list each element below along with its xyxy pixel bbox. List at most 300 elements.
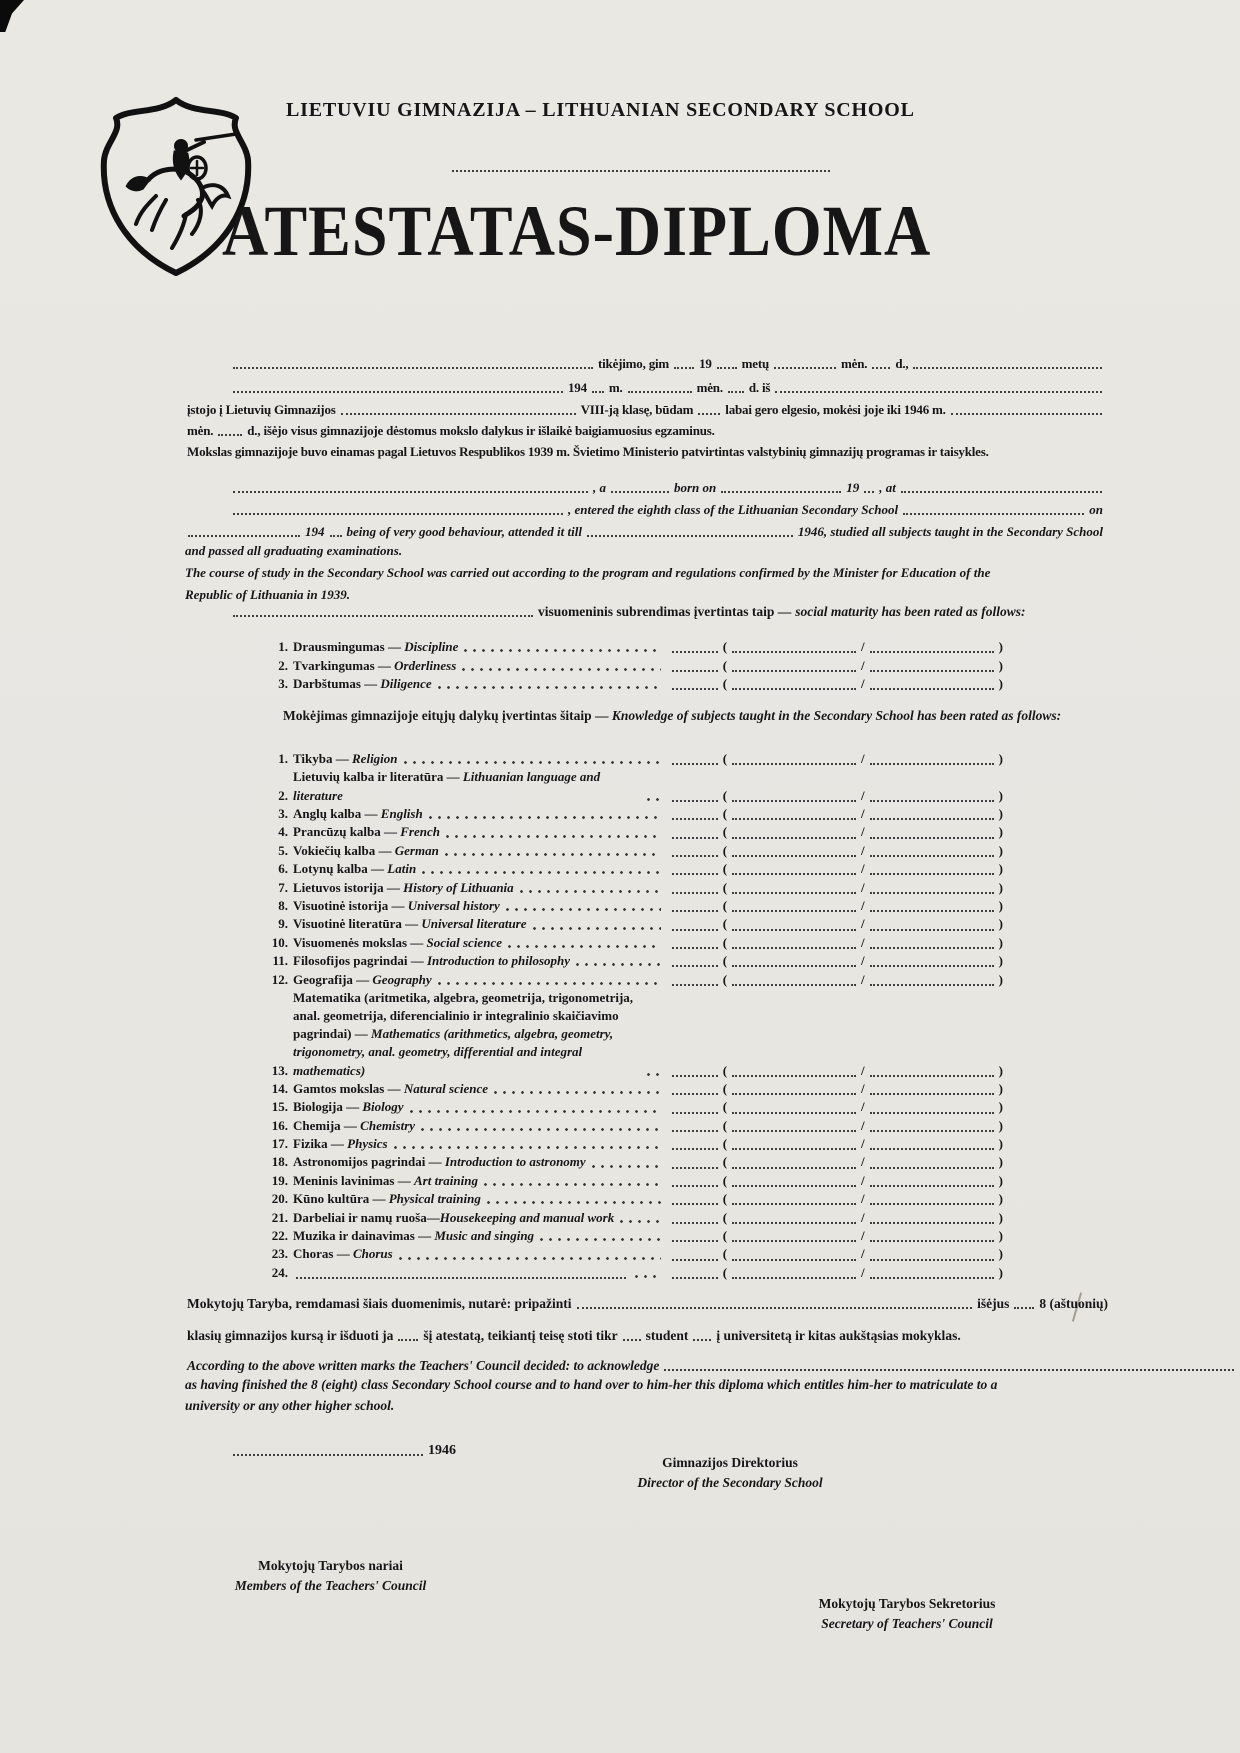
item-name-en: Music and singing (434, 1228, 535, 1244)
item-name-en: Latin (387, 861, 417, 877)
blank-field (732, 648, 856, 653)
item-name-en: English (380, 805, 423, 821)
grade-slot (669, 805, 1005, 823)
item-name (293, 1098, 404, 1116)
name-separator: — (384, 1080, 404, 1096)
item-name-lt: Fizika (293, 1136, 328, 1152)
blank-field (870, 797, 994, 802)
subject-row (250, 1117, 1005, 1135)
subject-row (250, 805, 1005, 823)
label: klasių gimnazijos kursą ir išduoti ja (187, 1328, 394, 1343)
item-name-en: Introduction to astronomy (444, 1154, 586, 1170)
blank-field (870, 944, 994, 949)
paren-open-icon: ( (722, 916, 728, 932)
item-number: 16. (271, 1117, 288, 1133)
item-name (293, 971, 432, 989)
grade-slot (669, 675, 1005, 693)
grade-slot (669, 915, 1005, 933)
grade-slot (669, 1117, 1005, 1135)
item-name-lt: Lietuvos istorija (293, 879, 384, 895)
blank-field (870, 1182, 994, 1187)
subject-row (250, 915, 1005, 933)
item-number: 3. (278, 675, 288, 691)
item-name-en: Chorus (352, 1246, 393, 1262)
item-name-lt: Choras (293, 1246, 334, 1262)
blank-field (672, 1109, 718, 1114)
label: born on (674, 480, 717, 495)
item-number: 17. (271, 1136, 288, 1152)
blank-field (870, 1127, 994, 1132)
item-name-lt: Vokiečių kalba (293, 842, 376, 858)
subject-row (250, 823, 1005, 841)
blank-field (693, 1336, 711, 1341)
subject-row (250, 750, 1005, 768)
dot-leader (422, 871, 660, 874)
dot-leader (620, 1220, 660, 1223)
item-name-en: Orderliness (394, 657, 457, 673)
item-name (293, 638, 458, 656)
item-name (293, 860, 416, 878)
paren-open-icon: ( (722, 1246, 728, 1262)
item-number: 15. (271, 1099, 288, 1115)
grade-separator: / (861, 1062, 865, 1078)
blank-field (623, 1336, 641, 1341)
blank-field (732, 1072, 856, 1077)
secretary-title-en: Secretary of Teachers' Council (821, 1616, 993, 1631)
paren-close-icon: ) (998, 1209, 1003, 1225)
item-name (293, 879, 514, 897)
item-number: 8. (278, 897, 288, 913)
paren-open-icon: ( (722, 657, 728, 673)
item-number: 1. (278, 639, 288, 655)
paren-open-icon: ( (722, 787, 728, 803)
members-signature-block (158, 1556, 503, 1596)
blank-field (732, 1164, 856, 1169)
label: labai gero elgesio, mokėsi joje iki 1946 m. (725, 402, 946, 417)
maturity-heading-lt: visuomeninis subrendimas įvertintas taip — (538, 604, 792, 619)
blank-field (188, 532, 300, 537)
blank-field (672, 648, 718, 653)
label: Mokytojų Taryba, remdamasi šiais duomenimis, nutarė: pripažinti (187, 1296, 572, 1311)
paren-close-icon: ) (998, 824, 1003, 840)
paren-close-icon: ) (998, 787, 1003, 803)
paren-close-icon: ) (998, 1246, 1003, 1262)
grade-separator: / (861, 1228, 865, 1244)
blank-field (628, 388, 692, 393)
blank-field (672, 1090, 718, 1095)
paren-open-icon: ( (722, 1136, 728, 1152)
blank-field (870, 907, 994, 912)
label: mėn. (841, 356, 868, 371)
item-name-lt: Anglų kalba (293, 805, 362, 821)
blank-field (901, 488, 1102, 493)
paren-open-icon: ( (722, 953, 728, 969)
blank-field (732, 907, 856, 912)
subject-row (250, 1245, 1005, 1263)
item-number: 14. (271, 1080, 288, 1096)
item-name (293, 823, 440, 841)
subject-row (250, 1153, 1005, 1171)
blank-field (672, 760, 718, 765)
paren-open-icon: ( (722, 675, 728, 691)
label: šį atestatą, teikiantį teisę stoti tikr (423, 1328, 618, 1343)
name-separator: — (407, 934, 427, 950)
maturity-row (250, 675, 1005, 693)
blank-field (732, 889, 856, 894)
item-name-en: Physics (347, 1136, 388, 1152)
paren-close-icon: ) (998, 842, 1003, 858)
item-name (293, 1190, 481, 1208)
form-line-republic-en: Republic of Lithuania in 1939. (185, 587, 351, 602)
school-name: LIETUVIU GIMNAZIJA – LITHUANIAN SECONDARY SCHOOL (286, 99, 915, 121)
subject-row (250, 1135, 1005, 1153)
subject-row (250, 1190, 1005, 1208)
item-number: 5. (278, 842, 288, 858)
item-name-en: Discipline (404, 639, 459, 655)
blank-field (870, 815, 994, 820)
dot-leader (438, 982, 661, 985)
grade-slot (669, 657, 1005, 675)
grade-slot (669, 638, 1005, 656)
blank-field (672, 1219, 718, 1224)
grade-slot (669, 1135, 1005, 1153)
label: , at (879, 480, 896, 495)
blank-field (870, 1090, 994, 1095)
name-separator: — (414, 1228, 435, 1244)
grade-separator: / (861, 1264, 865, 1280)
knowledge-heading-en: Knowledge of subjects taught in the Secondary School has been rated as follows: (611, 708, 1062, 723)
item-name (293, 952, 570, 970)
blank-field (732, 852, 856, 857)
paren-open-icon: ( (722, 1154, 728, 1170)
blank-field (728, 388, 744, 393)
paren-close-icon: ) (998, 971, 1003, 987)
item-name-lt: Darbštumas (293, 675, 361, 691)
intro-lithuanian (185, 348, 1105, 460)
item-name-en: Geography (372, 971, 432, 987)
form-line-entered-lt (185, 396, 1105, 418)
subject-row (250, 1098, 1005, 1116)
name-separator: — (374, 657, 395, 673)
paren-close-icon: ) (998, 916, 1003, 932)
blank-field (775, 388, 1102, 393)
paren-open-icon: ( (722, 879, 728, 895)
grade-separator: / (861, 1154, 865, 1170)
item-name (293, 1172, 478, 1190)
paren-open-icon: ( (722, 1228, 728, 1244)
blank-field (672, 797, 718, 802)
grade-slot (669, 1098, 1005, 1116)
item-name-lt: Darbeliai ir namų ruoša (293, 1209, 427, 1225)
blank-field (672, 834, 718, 839)
blank-field (870, 1256, 994, 1261)
subject-row (250, 768, 1005, 804)
item-name-lt: Lotynų kalba (293, 861, 368, 877)
director-signature-block (575, 1453, 885, 1493)
blank-field (732, 685, 856, 690)
decision-line-1-en (185, 1352, 1237, 1374)
label: According to the above written marks the Teachers' Council decided: to acknowledge (187, 1358, 660, 1373)
paren-open-icon: ( (722, 861, 728, 877)
label: metų (741, 356, 770, 371)
blank-field (732, 797, 856, 802)
blank-field (732, 1145, 856, 1150)
grade-slot (669, 897, 1005, 915)
blank-field (233, 488, 588, 493)
item-name-lt: Gamtos mokslas (293, 1080, 385, 1096)
grade-separator: / (861, 1191, 865, 1207)
blank-field (233, 364, 593, 369)
grade-separator: / (861, 1172, 865, 1188)
item-number: 11. (272, 953, 288, 969)
blank-field (732, 1200, 856, 1205)
document-title: ATESTATAS-DIPLOMA (222, 191, 932, 271)
item-number: 13. (271, 1062, 288, 1078)
paren-open-icon: ( (722, 1062, 728, 1078)
name-separator: — (332, 751, 353, 767)
item-name-en: Social science (426, 934, 502, 950)
item-name-lt: Tikyba (293, 751, 333, 767)
issue-year: 1946 (428, 1443, 456, 1458)
blank-field (721, 488, 841, 493)
item-number: 2. (278, 787, 288, 803)
blank-field (774, 364, 836, 369)
label: tikėjimo, gim (598, 356, 670, 371)
subject-row (250, 989, 1005, 1080)
blank-field (732, 981, 856, 986)
dot-leader (647, 1073, 661, 1076)
blank-field (870, 1237, 994, 1242)
dot-leader (506, 908, 661, 911)
label: mėn. (187, 423, 214, 438)
blank-field (672, 1145, 718, 1150)
subject-row (250, 842, 1005, 860)
grade-slot (669, 1153, 1005, 1171)
maturity-row (250, 656, 1005, 674)
paren-close-icon: ) (998, 1117, 1003, 1133)
blank-field (233, 510, 563, 515)
blank-field (672, 962, 718, 967)
name-separator: — (443, 769, 463, 785)
item-number: 18. (271, 1154, 288, 1170)
dot-leader (446, 835, 661, 838)
dot-leader (540, 1238, 661, 1241)
item-name-en: History of Lithuania (403, 879, 514, 895)
dot-leader (438, 686, 661, 689)
item-name (293, 657, 456, 675)
dot-leader (429, 816, 661, 819)
blank-field (870, 1200, 994, 1205)
name-separator: — (369, 1191, 389, 1207)
blank-field (1014, 1304, 1034, 1309)
item-name-lt: Muzika ir dainavimas (293, 1228, 415, 1244)
decision-line-2-en: as having finished the 8 (eight) class Secondary School course and to hand over to him-her this diploma which entitles him-her to matriculate to a (185, 1377, 998, 1392)
grade-separator: / (861, 1080, 865, 1096)
subject-row (250, 897, 1005, 915)
name-separator: — (375, 842, 395, 858)
item-name (293, 915, 527, 933)
item-name (293, 1117, 415, 1135)
blank-field (870, 834, 994, 839)
item-number: 23. (271, 1246, 288, 1262)
maturity-row (250, 638, 1005, 656)
item-name (293, 805, 423, 823)
grade-separator: / (861, 1209, 865, 1225)
item-name-en: Natural science (403, 1080, 489, 1096)
blank-field (870, 760, 994, 765)
grade-separator: / (861, 1117, 865, 1133)
paren-close-icon: ) (998, 1154, 1003, 1170)
secretary-title-lt: Mokytojų Tarybos Sekretorius (818, 1596, 996, 1611)
blank-field (664, 1366, 1234, 1371)
grade-separator: / (861, 805, 865, 821)
blank-field (732, 834, 856, 839)
subject-list (250, 750, 1005, 1282)
label: m. (608, 380, 623, 395)
blank-field (732, 1109, 856, 1114)
item-name-lt: Visuomenės mokslas (293, 934, 408, 950)
blank-field (732, 944, 856, 949)
item-name-en: Diligence (380, 675, 432, 691)
paren-close-icon: ) (998, 934, 1003, 950)
item-number: 7. (278, 879, 288, 895)
name-separator: — (333, 1246, 353, 1262)
item-name-lt: Visuotinė istorija (293, 897, 389, 913)
dot-leader (464, 649, 660, 652)
item-name-en: Art training (414, 1172, 478, 1188)
item-number: 10. (271, 934, 288, 950)
decision-lithuanian (185, 1288, 1110, 1344)
name-separator: — (327, 1136, 348, 1152)
paren-close-icon: ) (998, 675, 1003, 691)
label: d., (895, 356, 909, 371)
item-name (293, 1080, 488, 1098)
name-separator: — (394, 1172, 414, 1188)
blank-field (233, 1451, 423, 1456)
label: įstojo į Lietuvių Gimnazijos (187, 402, 336, 417)
item-number: 6. (278, 861, 288, 877)
form-line-course-en: The course of study in the Secondary School was carried out according to the program and regulations confirmed by the Minister for Education of the (185, 565, 991, 580)
blank-field (672, 667, 718, 672)
blank-field (672, 1200, 718, 1205)
name-separator: — (401, 916, 422, 932)
label: į universitetą ir kitas aukštąsias mokyklas. (716, 1328, 961, 1343)
form-line-date-lt (230, 372, 1105, 396)
blank-field (732, 962, 856, 967)
item-name-lt: Meninis lavinimas (293, 1172, 395, 1188)
label: mėn. (696, 380, 723, 395)
decision-line-1-lt (185, 1288, 1110, 1312)
blank-field (903, 510, 1084, 515)
blank-field (587, 532, 793, 537)
item-name (293, 750, 398, 768)
name-separator: — (352, 971, 373, 987)
paren-open-icon: ( (722, 971, 728, 987)
paren-close-icon: ) (998, 657, 1003, 673)
paren-open-icon: ( (722, 842, 728, 858)
label: on (1089, 502, 1103, 517)
grade-separator: / (861, 675, 865, 691)
item-number: 4. (278, 824, 288, 840)
item-name (293, 989, 641, 1080)
paren-close-icon: ) (998, 879, 1003, 895)
item-number: 3. (278, 805, 288, 821)
item-number: 1. (278, 751, 288, 767)
item-name-en: Mathematics (arithmetics, algebra, geometry, trigonometry, anal. geometry, differential and integral mathematics) (293, 1026, 614, 1078)
blank-field (870, 981, 994, 986)
blank-field (672, 944, 718, 949)
blank-field (732, 1237, 856, 1242)
subject-row (250, 1172, 1005, 1190)
item-name-en: Religion (352, 751, 398, 767)
item-name-en: Chemistry (360, 1117, 416, 1133)
item-name-en: French (400, 824, 440, 840)
name-separator: — (340, 1117, 361, 1133)
item-name (293, 1274, 629, 1282)
item-name-lt: Tvarkingumas (293, 657, 375, 673)
blank-field (672, 981, 718, 986)
knowledge-heading (283, 706, 1063, 726)
grade-slot (669, 971, 1005, 989)
blank-field (672, 1237, 718, 1242)
blank-field (732, 1090, 856, 1095)
item-name-en: Physical training (388, 1191, 481, 1207)
blank-field (732, 1182, 856, 1187)
decision-line-3-en: university or any other higher school. (185, 1398, 395, 1413)
blank-field (951, 410, 1102, 415)
grade-separator: / (861, 861, 865, 877)
item-name (293, 897, 500, 915)
paren-close-icon: ) (998, 897, 1003, 913)
blank-field (698, 410, 720, 415)
paren-close-icon: ) (998, 953, 1003, 969)
blank-field (233, 388, 563, 393)
paren-close-icon: ) (998, 1080, 1003, 1096)
name-separator: — (367, 861, 388, 877)
name-separator: — (380, 824, 401, 840)
blank-field (864, 488, 874, 493)
item-name-en: Biology (362, 1099, 404, 1115)
grade-slot (669, 1264, 1005, 1282)
form-line-born-en (230, 474, 1105, 496)
form-line-examinations-en: and passed all graduating examinations. (185, 543, 403, 558)
blank-field (577, 1304, 973, 1309)
paren-close-icon: ) (998, 1099, 1003, 1115)
item-number: 21. (271, 1209, 288, 1225)
name-separator: — (384, 639, 405, 655)
item-name-lt: Biologija (293, 1099, 343, 1115)
grade-slot (669, 1080, 1005, 1098)
item-name-lt: Lietuvių kalba ir literatūra (293, 769, 444, 785)
blank-field (870, 1164, 994, 1169)
blank-field (732, 1274, 856, 1279)
blank-field (672, 1072, 718, 1077)
blank-field (672, 1164, 718, 1169)
blank-field (870, 1274, 994, 1279)
item-name (293, 1153, 586, 1171)
item-name (293, 1227, 534, 1245)
item-name-lt: Drausmingumas (293, 639, 385, 655)
paren-open-icon: ( (722, 1117, 728, 1133)
form-line-graduated-lt (185, 418, 1105, 439)
grade-slot (669, 1062, 1005, 1080)
label: 8 (aštuonių) (1039, 1296, 1108, 1311)
paren-open-icon: ( (722, 1191, 728, 1207)
director-title-en: Director of the Secondary School (637, 1475, 823, 1490)
label: 194 (568, 380, 587, 395)
grade-slot (669, 952, 1005, 970)
label: 1946, studied all subjects taught in the Secondary School (797, 524, 1103, 539)
